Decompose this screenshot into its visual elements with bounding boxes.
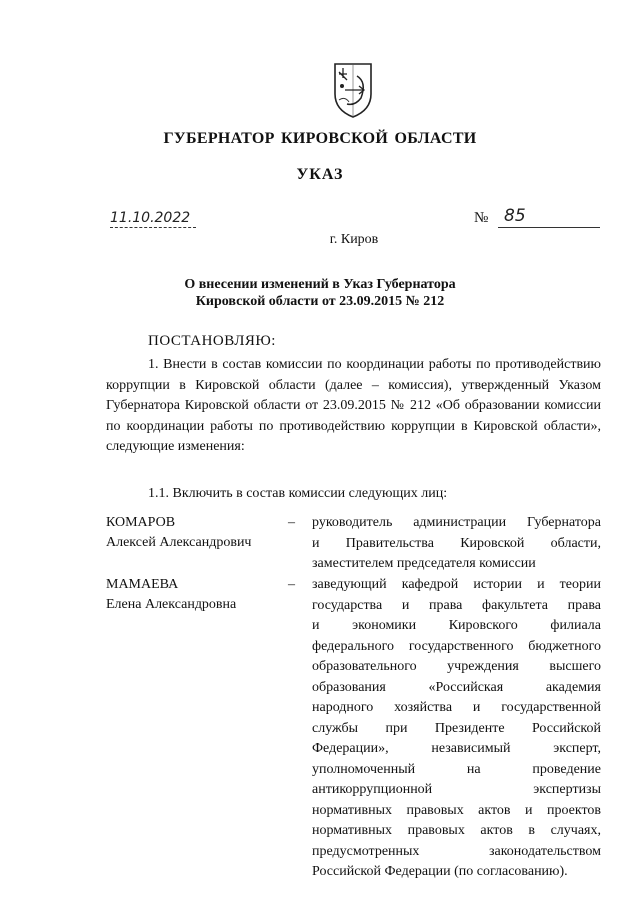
role-line: образования «Российская академия xyxy=(312,679,601,695)
role-line: антикоррупционной экспертизы xyxy=(312,782,601,797)
role-line: нормативных правовых актов и проектов xyxy=(312,802,601,818)
title-line-2: Кировской области от 23.09.2015 № 212 xyxy=(195,294,445,309)
number-underline xyxy=(498,227,600,228)
role-line: заведующий кафедрой истории и теории xyxy=(312,577,601,592)
coat-of-arms-icon xyxy=(329,60,377,120)
role-line: образовательного учреждения высшего xyxy=(312,659,601,674)
role-line: Российской Федерации (по согласованию). xyxy=(312,864,568,879)
paragraph-1: 1. Внести в состав комиссии по координации работы по противодействию коррупции в Кировской области (далее – комиссия), утвержденный Указом Губернатора Кировской области от 23.09.2015 № 212 «Об образовании комиссии по координации работы по противодействию коррупции в Кировской области», следующие изменения: xyxy=(106,357,601,454)
number-sign: № xyxy=(474,210,489,226)
member-given-names: Алексей Александрович xyxy=(106,535,252,550)
member-name xyxy=(106,513,286,553)
member-role xyxy=(312,513,601,575)
member-surname: КОМАРОВ xyxy=(106,515,176,530)
member-dash: – xyxy=(288,515,295,530)
role-line: уполномоченный на проведение xyxy=(312,761,601,777)
decree-word: ПОСТАНОВЛЯЮ: xyxy=(148,333,276,349)
member-name xyxy=(106,575,286,615)
role-line: и Правительства Кировской области, xyxy=(312,535,601,551)
issuer-heading: ГУБЕРНАТОР КИРОВСКОЙ ОБЛАСТИ xyxy=(163,130,477,147)
role-line: и экономики Кировского филиала xyxy=(312,618,601,633)
role-line: предусмотренных законодательством xyxy=(312,843,601,859)
document-type-heading: УКАЗ xyxy=(296,166,344,183)
role-line: народного хозяйства и государственной xyxy=(312,700,601,715)
role-line: заместителем председателя комиссии xyxy=(312,556,536,571)
document-title xyxy=(0,276,640,310)
role-line: федерального государственного бюджетного xyxy=(312,638,601,654)
member-given-names: Елена Александровна xyxy=(106,597,237,612)
member-surname: МАМАЕВА xyxy=(106,577,179,592)
role-line: государства и права факультета права xyxy=(312,597,601,613)
subparagraph-1-1: 1.1. Включить в состав комиссии следующих лиц: xyxy=(148,486,448,501)
number-value: 85 xyxy=(504,206,526,226)
city-line: г. Киров xyxy=(329,232,379,247)
title-line-1: О внесении изменений в Указ Губернатора xyxy=(184,277,456,292)
role-line: Федерации», независимый эксперт, xyxy=(312,741,601,756)
member-role xyxy=(312,575,601,883)
role-line: службы при Президенте Российской xyxy=(312,720,601,736)
member-dash: – xyxy=(288,577,295,592)
document-date: 11.10.2022 xyxy=(110,210,196,228)
role-line: руководитель администрации Губернатора xyxy=(312,515,601,530)
document-number xyxy=(474,208,602,230)
role-line: нормативных правовых актов в случаях, xyxy=(312,823,601,838)
